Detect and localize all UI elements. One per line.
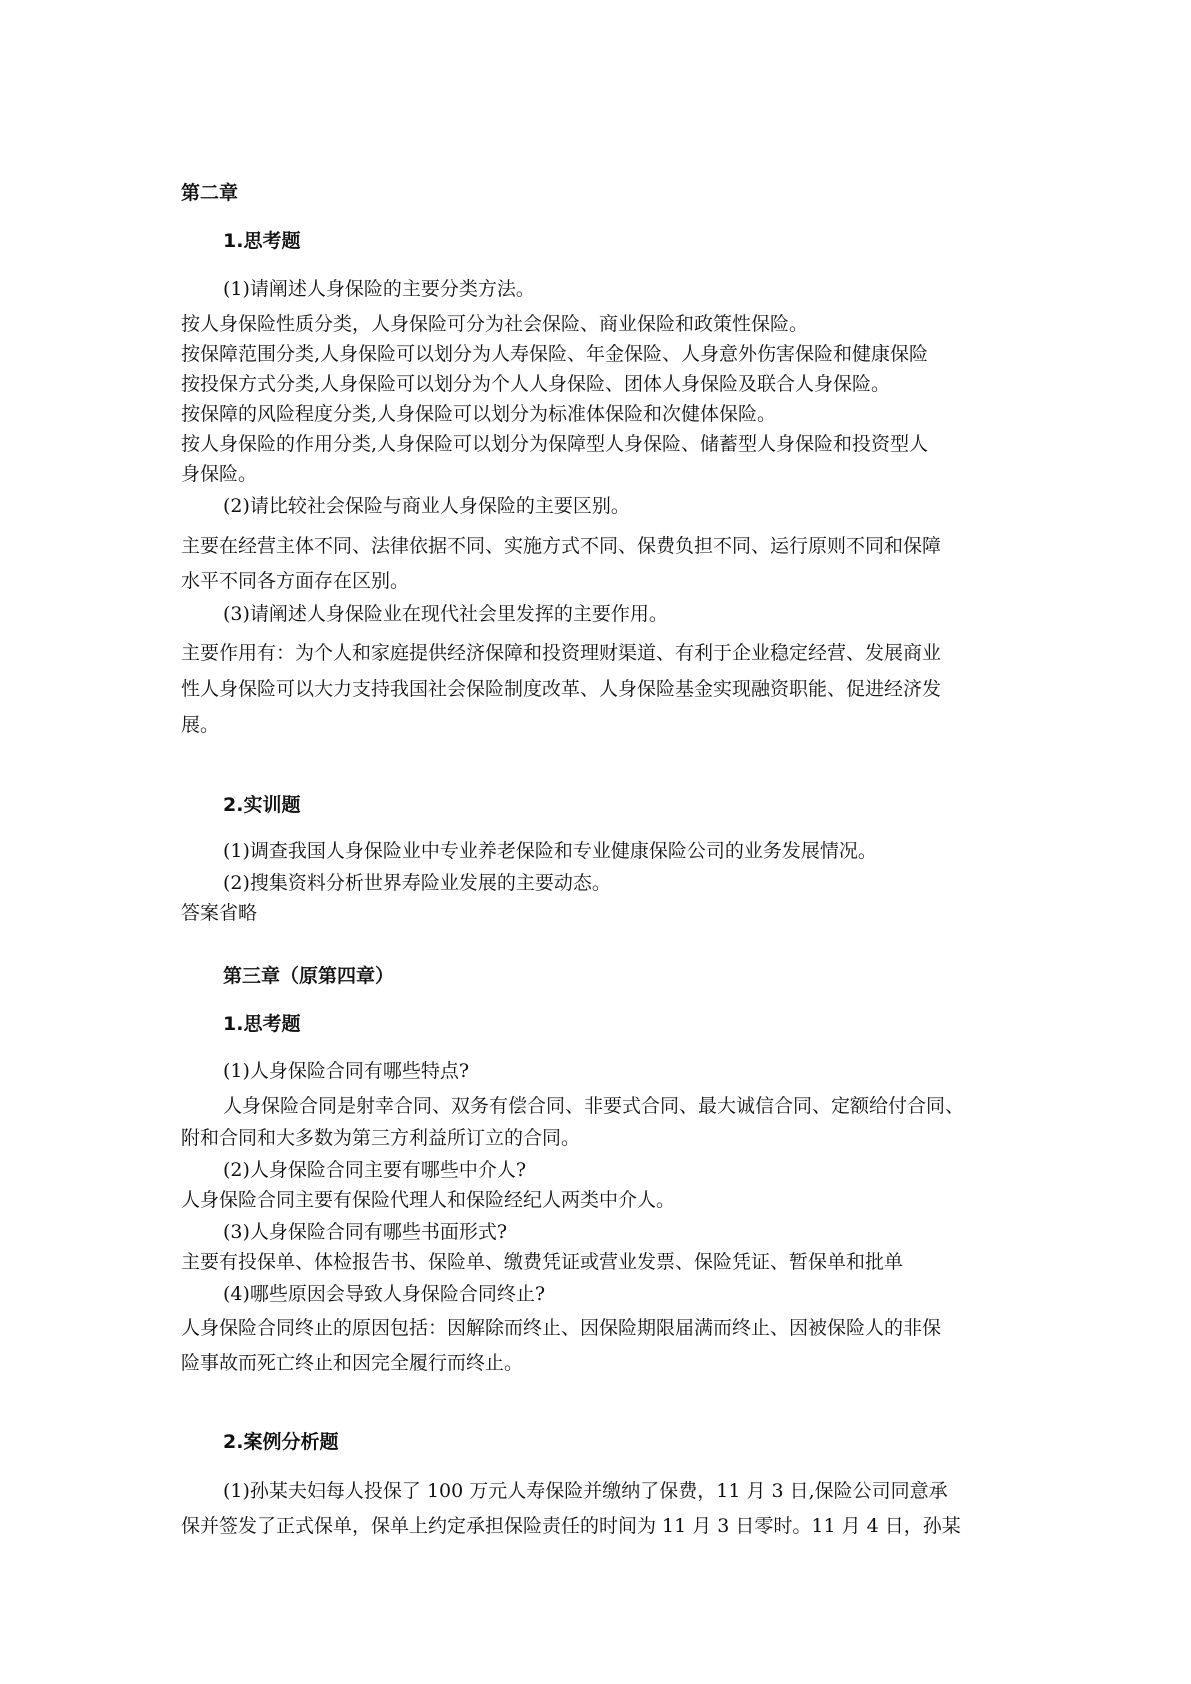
task-item: (1)调查我国人身保险业中专业养老保险和专业健康保险公司的业务发展情况。 [223, 840, 877, 862]
answer-line: 水平不同各方面存在区别。 [181, 570, 410, 592]
question: (2)请比较社会保险与商业人身保险的主要区别。 [223, 495, 630, 517]
answer-line: 按保障范围分类,人身保险可以划分为人寿保险、年金保险、人身意外伤害保险和健康保险 [181, 343, 929, 365]
chapter2-section2-title: 2.实训题 [223, 794, 301, 816]
chapter3-title: 第三章（原第四章） [223, 965, 395, 987]
answer-line: 险事故而死亡终止和因完全履行而终止。 [181, 1352, 524, 1374]
answer-line: 答案省略 [181, 902, 258, 924]
case-line: (1)孙某夫妇每人投保了 100 万元人寿保险并缴纳了保费，11 月 3 日,保险公司同意承 [223, 1480, 948, 1502]
question: (3)请阐述人身保险业在现代社会里发挥的主要作用。 [223, 603, 668, 625]
answer-line: 按保障的风险程度分类,人身保险可以划分为标准体保险和次健体保险。 [181, 403, 777, 425]
chapter3-section1-title: 1.思考题 [223, 1013, 301, 1035]
answer-line: 人身保险合同终止的原因包括：因解除而终止、因保险期限届满而终止、因被保险人的非保 [181, 1317, 942, 1339]
answer-line: 身保险。 [181, 463, 258, 485]
answer-line: 性人身保险可以大力支持我国社会保险制度改革、人身保险基金实现融资职能、促进经济发 [181, 678, 942, 700]
question: (1)人身保险合同有哪些特点? [223, 1060, 470, 1082]
answer-line: 展。 [181, 714, 220, 736]
task-item: (2)搜集资料分析世界寿险业发展的主要动态。 [223, 872, 611, 894]
answer-line: 人身保险合同是射幸合同、双务有偿合同、非要式合同、最大诚信合同、定额给付合同、 [223, 1095, 965, 1117]
answer-line: 按人身保险的作用分类,人身保险可以划分为保障型人身保险、储蓄型人身保险和投资型人 [181, 433, 929, 455]
question: (2)人身保险合同主要有哪些中介人? [223, 1159, 527, 1181]
answer-line: 按投保方式分类,人身保险可以划分为个人人身保险、团体人身保险及联合人身保险。 [181, 373, 891, 395]
answer-line: 主要有投保单、体检报告书、保险单、缴费凭证或营业发票、保险凭证、暂保单和批单 [181, 1251, 904, 1273]
answer-line: 主要作用有：为个人和家庭提供经济保障和投资理财渠道、有利于企业稳定经营、发展商业 [181, 642, 942, 664]
answer-line: 人身保险合同主要有保险代理人和保险经纪人两类中介人。 [181, 1189, 676, 1211]
question: (4)哪些原因会导致人身保险合同终止? [223, 1283, 546, 1305]
case-line: 保并签发了正式保单，保单上约定承担保险责任的时间为 11 月 3 日零时。11 月 4 日，孙某 [181, 1515, 961, 1537]
chapter2-title: 第二章 [181, 182, 239, 204]
chapter2-section1-title: 1.思考题 [223, 230, 301, 252]
chapter3-section2-title: 2.案例分析题 [223, 1431, 339, 1453]
answer-line: 附和合同和大多数为第三方利益所订立的合同。 [181, 1127, 581, 1149]
question: (1)请阐述人身保险的主要分类方法。 [223, 278, 535, 300]
answer-line: 主要在经营主体不同、法律依据不同、实施方式不同、保费负担不同、运行原则不同和保障 [181, 535, 942, 557]
answer-line: 按人身保险性质分类，人身保险可分为社会保险、商业保险和政策性保险。 [181, 313, 809, 335]
question: (3)人身保险合同有哪些书面形式? [223, 1221, 508, 1243]
